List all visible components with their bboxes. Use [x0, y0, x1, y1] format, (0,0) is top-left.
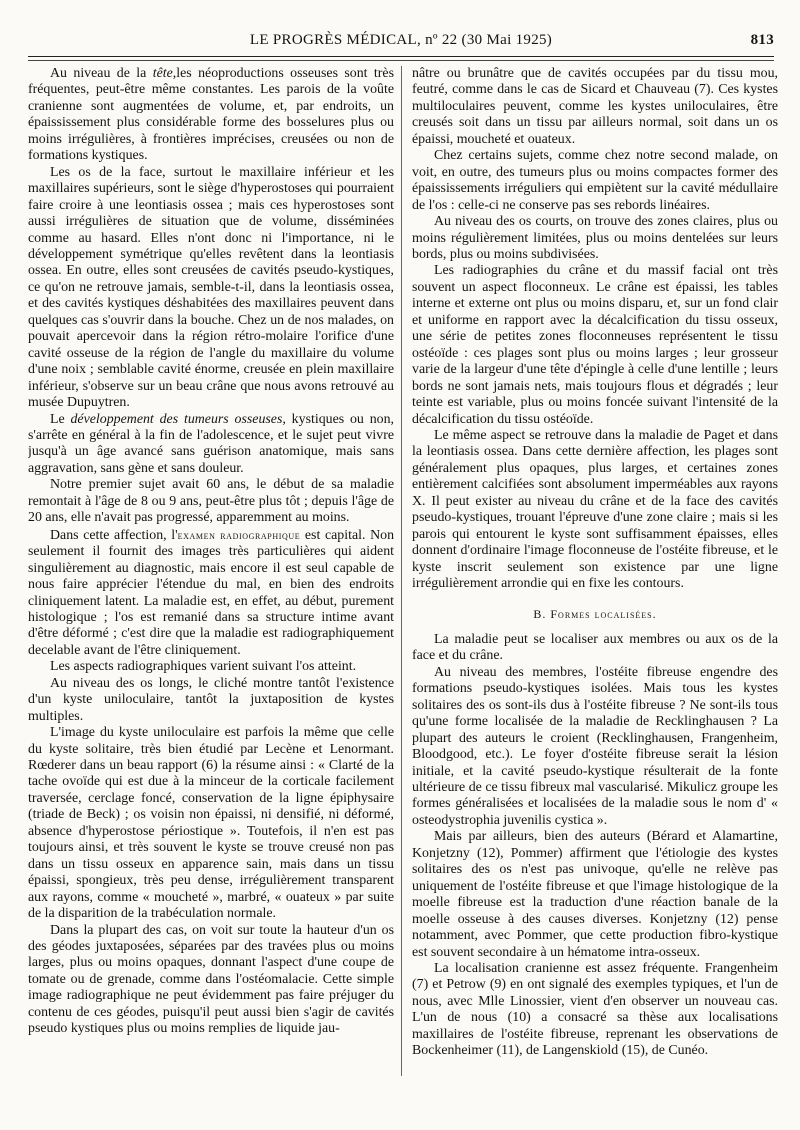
paragraph: Au niveau des membres, l'ostéite fibreuse engendre des formations pseudo-kystiques isolées. Mais tous les kystes solitaires des os sont-ils dus à l'ostéite fibreuse ? Ne sont-ils tous qu'une forme localisée de la maladie de Recklinghausen ? La plupart des auteurs le croient (Recklinghausen, Frangenheim, Bloodgood, etc.). Le foyer d'ostéite fibreuse serait la lésion initiale, et la cavité pseudo-kystique résulterait de la fonte ultérieure de ce tissu fibreux mal vascularisé. Mikulicz groupe les formes généralisées et localisées de la maladie sous le nom d' « osteodystrophia juvenilis cystica ».	[412, 664, 778, 828]
left-column	[28, 66, 394, 1106]
column-divider	[401, 66, 402, 1076]
right-column	[412, 66, 778, 1106]
paragraph: Les radiographies du crâne et du massif facial ont très souvent un aspect floconneux. Le crâne est épaissi, les tables interne et externe ont plus ou moins disparu, et, sur un fond clair et uniforme en rapport avec la décalcification du tissu osseux, une série de petites zones floconneuses représentent le tissu ostéoïde : ces plages sont plus ou moins larges ; leur grosseur varie de la largeur d'une tête d'épingle à celle d'une lentille ; leurs bords ne sont jamais nets, mais toujours flous et dégradés ; leur teinte est variable, plus ou moins foncée suivant l'intensité de la décalcification du tissu ostéoïde.	[412, 263, 778, 427]
paragraph: Au niveau de la tête,les néoproductions osseuses sont très fréquentes, peut-être même constantes. Les parois de la voûte cranienne sont augmentées de volume, et, par endroits, un épaississement plus considérable forme des bosselures plus ou moins irrégulières, à frontières imprécises, creusées ou non de formations kystiques.	[28, 66, 394, 164]
paragraph: nâtre ou brunâtre que de cavités occupées par du tissu mou, feutré, comme dans le cas de Sicard et Chauveau (7). Ces kystes multiloculaires peuvent, comme les kystes uniloculaires, être creusés soit dans un tissu par ailleurs normal, soit dans un os épaissi, moucheté et ouateux.	[412, 66, 778, 147]
paragraph: Notre premier sujet avait 60 ans, le début de sa maladie remontait à l'âge de 8 ou 9 ans, peut-être plus tôt ; depuis l'âge de 20 ans, elle n'avait pas progressé, apparemment au moins.	[28, 477, 394, 526]
paragraph: Dans la plupart des cas, on voit sur toute la hauteur d'un os des géodes juxtaposées, séparées par des travées plus ou moins larges, plus ou moins opaques, donnant l'aspect d'une coupe de tomate ou de grenade, comme dans l'ostéomalacie. Cette simple image radiographique ne peut évidemment pas faire préjuger du contenu de ces géodes, puisqu'il peut aussi bien s'agir de cavités pseudo kystiques plus ou moins remplies de liquide jau-	[28, 922, 394, 1037]
page-number: 813	[750, 32, 774, 48]
paragraph: Au niveau des os longs, le cliché montre tantôt l'existence d'un kyste uniloculaire, tantôt la juxtaposition de kystes multiples.	[28, 675, 394, 724]
paragraph: Le développement des tumeurs osseuses, kystiques ou non, s'arrête en général à la fin de l'adolescence, et le sujet peut vivre jusqu'à un âge avancé sans guérison anatomique, mais sans aggravation, sans gène et sans douleur.	[28, 411, 394, 476]
page-header	[28, 32, 774, 52]
paragraph: Le même aspect se retrouve dans la maladie de Paget et dans la leontiasis ossea. Dans cette dernière affection, les plages sont généralement plus opaques, plus larges, et certaines zones entièrement calcifiées sont absolument imperméables aux rayons X. Il peut exister au niveau du crâne et de la face des cavités pseudo-kystiques, trouant l'épreuve d'une zone claire ; mais si les parois qui entourent le kyste sont suffisamment épaisses, elles donnent d'ordinaire l'image floconneuse de l'ostéite fibreuse, et le kyste inscrit seulement son existence par une ligne irrégulièrement arrondie qui en fixe les contours.	[412, 427, 778, 592]
paragraph: Les aspects radiographiques varient suivant l'os atteint.	[50, 659, 357, 675]
paragraph: Les os de la face, surtout le maxillaire inférieur et les maxillaires supérieurs, sont le siège d'hyperostoses qui pourraient faire croire à une leontiasis ossea ; mais ces hyperostoses sont aussi irrégulières de situation que de volume, disséminées comme au hasard. Elles n'ont donc ni l'importance, ni le développement symétrique qu'elles revêtent dans la leontiasis ossea. En outre, elles sont creusées de cavités pseudo-kystiques, ce qu'on ne retrouve jamais, semble-t-il, dans la leontiasis ossea, et des cavités kystiques déshabitées des maxillaires peuvent dans quelques cas s'ouvrir dans la bouche. Chez un de nos malades, on pouvait apercevoir dans la région rétro-molaire l'orifice d'une cavité osseuse de la région de l'angle du maxillaire du volume d'une noix ; semblable cavité énorme, creusée en plein maxillaire inférieur, s'observe sur un beau crâne que nous avons retrouvé au musée Dupuytren.	[28, 164, 394, 411]
paragraph: Chez certains sujets, comme chez notre second malade, on voit, en outre, des tumeurs plus ou moins compactes former des épaississements irréguliers qui empiètent sur la cavité médullaire de l'os : celle-ci ne conserve pas ses rebords linéaires.	[412, 148, 778, 213]
header-rule	[28, 56, 774, 61]
paragraph: La maladie peut se localiser aux membres ou aux os de la face et du crâne.	[412, 631, 778, 664]
paragraph: Mais par ailleurs, bien des auteurs (Bérard et Alamartine, Konjetzny (12), Pommer) affirment que l'étiologie des kystes solitaires des os n'est pas univoque, qu'elle ne relève pas uniquement de l'ostéite fibreuse et que l'image histologique de la moelle fibreuse est la traduction d'une réaction banale de la moelle osseuse à des causes diverses. Konjetzny (12) pense notamment, avec Pommer, que cette production fibro-kystique est souvent secondaire à un hématome intra-osseux.	[412, 829, 778, 960]
paragraph: L'image du kyste uniloculaire est parfois la même que celle du kyste solitaire, très bien étudié par Lecène et Lenormant. Rœderer dans un beau rapport (6) la résume ainsi : « Clarté de la tache ovoïde qui est due à la minceur de la corticale facilement traversée, cerclage foncé, conservation de la ligne épiphysaire (triade de Beck) ; os voisin non épaissi, ni densifié, ni déformé, absence d'hyperostose périostique ». Toutefois, il n'en est pas toujours ainsi, et très souvent le kyste se trouve creusé non pas dans un tissu osseux en apparence sain, mais dans un tissu épaissi, spongieux, très peu dense, irrégulièrement transparent aux rayons, comme « moucheté », marbré, « ouateux » par suite de la disparition de la trabéculation normale.	[28, 725, 394, 922]
section-heading: B. Formes localisées.	[533, 606, 657, 621]
paragraph: Au niveau des os courts, on trouve des zones claires, plus ou moins régulièrement limitées, plus ou moins dentelées sur leurs bords, plus ou moins subdivisées.	[412, 214, 778, 262]
paragraph: La localisation cranienne est assez fréquente. Frangenheim (7) et Petrow (9) en ont signalé des exemples typiques, et l'un de nous, avec Mlle Linossier, vient d'en observer un nouveau cas. L'un de nous (10) a consacré sa thèse aux localisations maxillaires de l'ostéite fibreuse, reprenant les observations de Bockenheimer (11), de Langenskiold (15), de Cunéo.	[412, 961, 778, 1059]
paragraph: Dans cette affection, l'examen radiographique est capital. Non seulement il fournit des images très particulières qui aident singulièrement au diagnostic, mais encore il est seul capable de nous faire apprécier l'étendue du mal, en bien des endroits cliniquement latent. La maladie est, en effet, au début, purement histologique ; l'os est remanié dans sa structure intime avant d'être déformé ; c'est dire que la maladie est radiographiquement decelable avant de l'être cliniquement.	[28, 527, 394, 658]
running-title: LE PROGRÈS MÉDICAL, nº 22 (30 Mai 1925)	[249, 32, 553, 48]
